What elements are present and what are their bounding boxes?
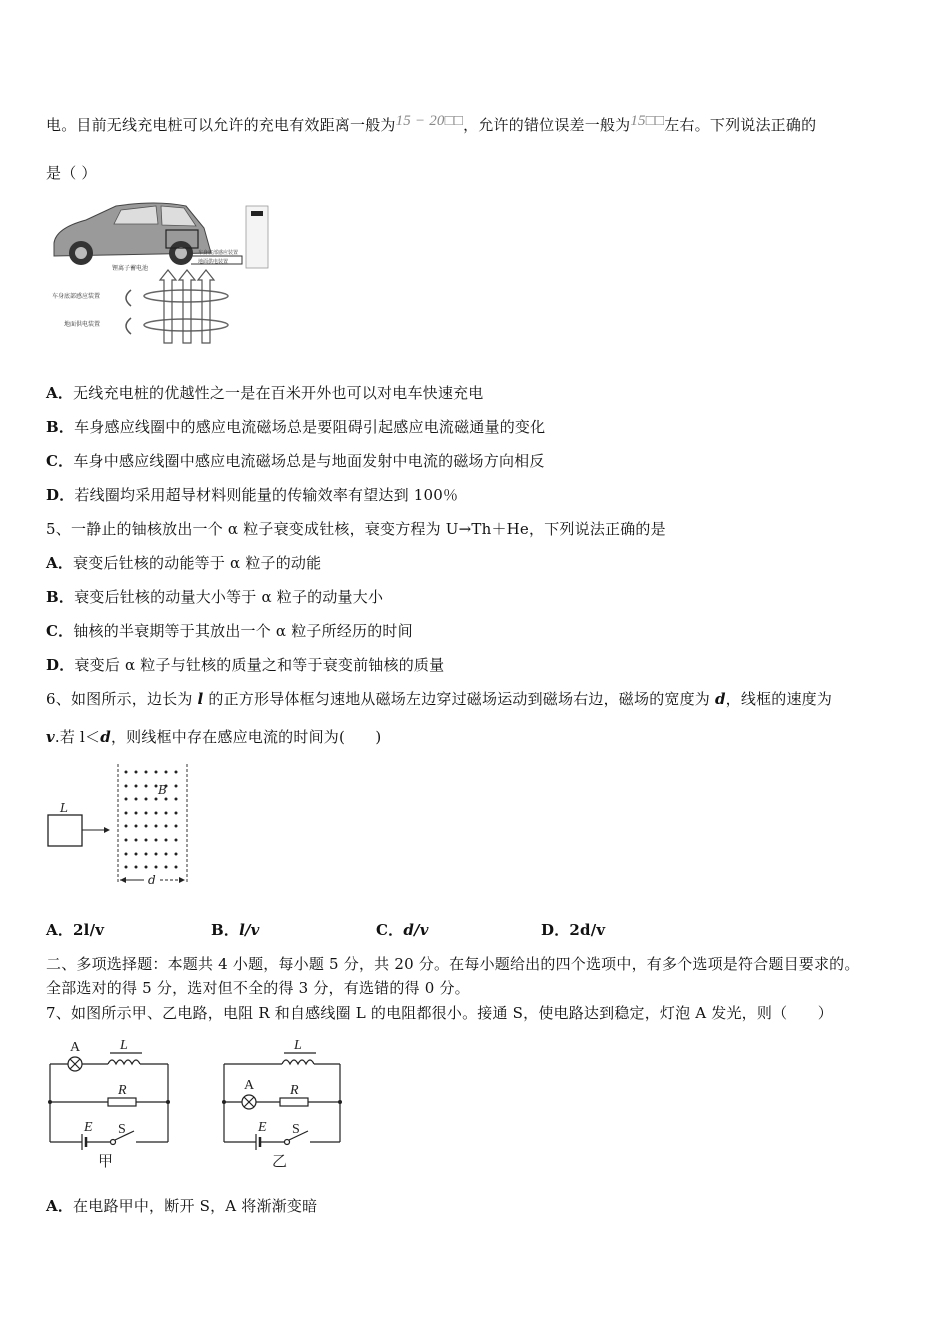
q4-stem-text: ，允许的错位误差一般为: [463, 116, 631, 134]
q4-option-d: D．若线圈均采用超导材料则能量的传输效率有望达到 100％: [46, 486, 459, 504]
switch-label-yi: S: [292, 1122, 300, 1137]
q5-option-b: B．衰变后钍核的动量大小等于 α 粒子的动量大小: [46, 588, 384, 606]
section2-heading-line2: 全部选对的得 5 分，选对但不全的得 3 分，有选错的得 0 分。: [46, 979, 470, 997]
q4-stem-line2: 是（ ）: [46, 164, 97, 182]
square-loop: [48, 815, 82, 846]
lamp-label-jia: A: [70, 1040, 81, 1055]
q4-option-a: A．无线充电桩的优越性之一是在百米开外也可以对电车快速充电: [46, 384, 484, 402]
ground-coil-label-2: 地面供电装置: [64, 321, 101, 328]
wireless-charging-figure: [46, 198, 286, 348]
battery-label: 锂离子蓄电池: [112, 265, 149, 272]
resistor-label-jia: R: [118, 1083, 127, 1098]
q4-stem-text: 左右。下列说法正确的: [664, 116, 817, 134]
q5-option-a: A．衰变后钍核的动能等于 α 粒子的动能: [46, 554, 322, 572]
circuit-jia: [50, 1053, 168, 1150]
car-coil-label: 车身底部感应装置: [198, 250, 239, 256]
switch-label-jia: S: [118, 1122, 126, 1137]
math-image-error: 15□□: [630, 113, 665, 129]
q4-stem-text: 电。目前无线充电桩可以允许的充电有效距离一般为: [46, 116, 396, 134]
magnetic-field-figure: [44, 760, 194, 892]
q4-stem-line1: [46, 115, 816, 136]
caption-jia: 甲: [98, 1152, 114, 1170]
section2-heading-line1: 二、多项选择题：本题共 4 小题，每小题 5 分，共 20 分。在每小题给出的四个选项中，有多个选项是符合题目要求的。: [46, 955, 860, 973]
q6-option-c: C．d/v: [376, 921, 429, 939]
q7-stem: 7、如图所示甲、乙电路，电阻 R 和自感线圈 L 的电阻都很小。接通 S，使电路达到稳定，灯泡 A 发光，则（ ）: [46, 1004, 833, 1022]
math-image-distance: 15 − 20□□: [395, 113, 464, 129]
lamp-label-yi: A: [244, 1078, 255, 1093]
q5-stem: 5、一静止的铀核放出一个 α 粒子衰变成钍核，衰变方程为 U→Th＋He，下列说法正确的是: [46, 520, 666, 538]
arrow-right-icon: [104, 827, 110, 833]
q6-option-b: B．l/v: [211, 921, 260, 939]
q6-option-a: A．2l/v: [46, 921, 105, 939]
emf-label-yi: E: [258, 1120, 267, 1135]
loop-label: L: [60, 801, 68, 815]
q5-option-c: C．铀核的半衰期等于其放出一个 α 粒子所经历的时间: [46, 622, 413, 640]
q6-stem-line1: 6、如图所示，边长为 l 的正方形导体框匀速地从磁场左边穿过磁场运动到磁场右边，磁场的宽度为 d，线框的速度为: [46, 690, 833, 708]
resistor-label-yi: R: [290, 1083, 299, 1098]
car-coil-label-2: 车身底部感应装置: [52, 293, 101, 300]
q5-option-d: D．衰变后 α 粒子与钍核的质量之和等于衰变前铀核的质量: [46, 656, 445, 674]
field-dots: [125, 771, 178, 869]
circuit-yi: [224, 1053, 340, 1150]
q7-option-a: A．在电路甲中，断开 S，A 将渐渐变暗: [46, 1197, 318, 1215]
inductor-label-yi: L: [294, 1038, 302, 1053]
width-label: d: [148, 873, 156, 887]
inductor-label-jia: L: [120, 1038, 128, 1053]
emf-label-jia: E: [84, 1120, 93, 1135]
q6-stem-line2: v.若 l＜d，则线框中存在感应电流的时间为( ): [46, 728, 382, 746]
circuit-figure: [46, 1036, 356, 1172]
q4-option-b: B．车身感应线圈中的感应电流磁场总是要阻碍引起感应电流磁通量的变化: [46, 418, 546, 436]
q4-option-c: C．车身中感应线圈中感应电流磁场总是与地面发射中电流的磁场方向相反: [46, 452, 545, 470]
field-label: B: [158, 783, 167, 797]
q6-options: [46, 920, 605, 940]
ground-coil-label: 地面供电装置: [198, 259, 229, 265]
caption-yi: 乙: [272, 1152, 288, 1170]
q6-option-d: D．2d/v: [541, 921, 606, 939]
